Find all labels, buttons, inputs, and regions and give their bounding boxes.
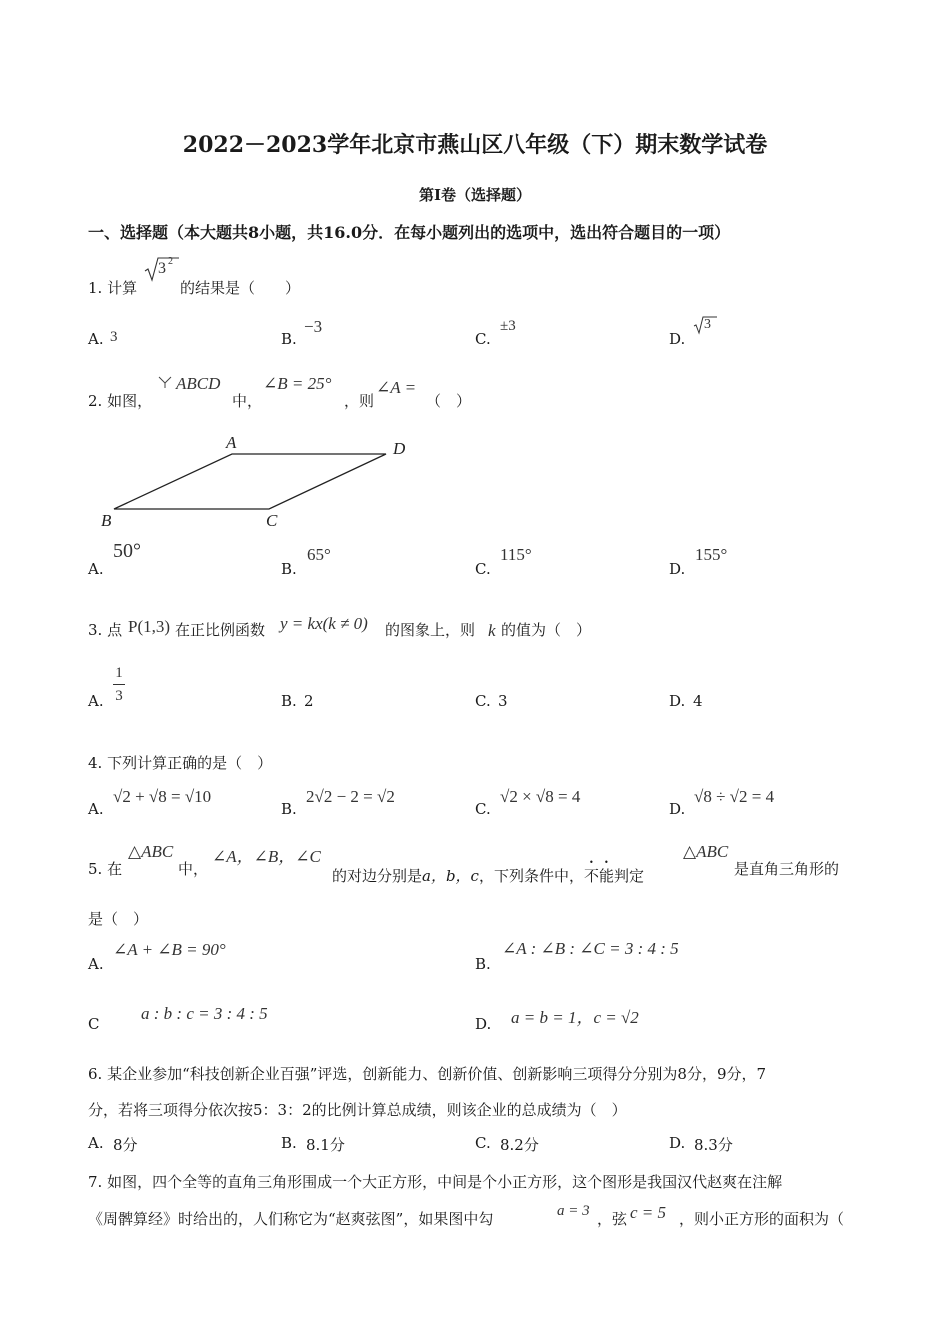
q7-line2b: ，弦 (597, 1210, 628, 1228)
q3-option-c: 3 (498, 692, 508, 710)
q5-option-a: ∠A + ∠B = 90° (113, 940, 226, 959)
fraction-denominator: 3 (115, 688, 123, 704)
exam-title: 2022－2023学年北京市燕山区八年级（下）期末数学试卷 (182, 132, 768, 158)
q2-option-a: 50° (113, 540, 141, 562)
q1-number: 1. (88, 279, 103, 297)
q2-pre: 如图， (107, 392, 153, 410)
q3-mid2: 的图象上，则 (385, 621, 476, 639)
q1-option-a-label: A. (88, 330, 104, 348)
q5-option-b-label: B. (475, 955, 491, 973)
q4-option-d-label: D. (669, 800, 686, 818)
q2-number: 2. (88, 392, 103, 410)
q7-line2a: 《周髀算经》时给出的，人们称它为“赵爽弦图”，如果图中勾 (88, 1210, 494, 1228)
q3-mid: 在正比例函数 (175, 621, 266, 639)
q1-option-d: 3 (693, 314, 719, 336)
q3-option-c-label: C. (475, 692, 491, 710)
vertex-label-b: B (101, 511, 112, 530)
q6-option-c: 8.2分 (500, 1136, 539, 1154)
fraction-numerator: 1 (115, 665, 123, 681)
q5-number: 5. (88, 860, 103, 878)
q4-number: 4. (88, 754, 103, 772)
q2-option-a-label: A. (88, 560, 104, 578)
q2-option-d: 155° (695, 545, 728, 564)
q5-mid2: 的对边分别是 (332, 867, 423, 885)
q1-post: 的结果是（ ） (180, 279, 301, 297)
q1-option-b-label: B. (281, 330, 297, 348)
q2-angle-b: ∠B = 25° (263, 374, 332, 393)
q3-k: k (488, 621, 496, 640)
q2-option-c: 115° (500, 545, 532, 564)
q4-option-a-label: A. (88, 800, 104, 818)
q2-angle-a: ∠A = (376, 378, 417, 397)
q4-stem: 下列计算正确的是（ ） (107, 754, 273, 772)
q2-post: （ ） (426, 392, 472, 410)
q1-option-c: ±3 (500, 318, 516, 334)
q6-option-d: 8.3分 (694, 1136, 733, 1154)
q4-option-c-label: C. (475, 800, 491, 818)
q5-triangle: △ABC (128, 842, 174, 861)
q3-option-d: 4 (693, 692, 703, 710)
q3-option-b: 2 (304, 692, 314, 710)
q5-option-d: a = b = 1，c = √2 (511, 1008, 639, 1027)
q4-option-b-label: B. (281, 800, 297, 818)
q7-number: 7. (88, 1173, 103, 1191)
section-heading: 一、选择题（本大题共8小题，共16.0分．在每小题列出的选项中，选出符合题目的一项） (88, 223, 731, 242)
q2-option-d-label: D. (669, 560, 686, 578)
q4-option-b: 2√2 − 2 = √2 (306, 787, 395, 806)
q6-option-a: 8分 (113, 1136, 138, 1154)
q5-option-d-label: D. (475, 1015, 492, 1033)
q5-option-a-label: A. (88, 955, 104, 973)
part-title: 第I卷（选择题） (418, 186, 532, 204)
q5-mid: 中， (178, 860, 209, 878)
q5-angles: ∠A，∠B，∠C (212, 847, 321, 866)
q5-sides: a，b，c (422, 867, 479, 885)
vertex-label-c: C (266, 511, 278, 530)
q2-option-c-label: C. (475, 560, 491, 578)
q6-line2: 分，若将三项得分依次按5：3：2的比例计算总成绩，则该企业的总成绩为（ ） (88, 1101, 627, 1119)
q7-a-value: a = 3 (557, 1203, 590, 1219)
q5-triangle-2: △ABC (683, 842, 729, 861)
q2-mid2: ，则 (344, 392, 375, 410)
q2-mid: 中， (232, 392, 263, 410)
q7-line2c: ，则小正方形的面积为（ (679, 1210, 845, 1228)
q2-shape-name: ABCD (176, 374, 221, 393)
q5-mid3: ，下列条件中， (478, 867, 584, 885)
q5-post: 是直角三角形的 (734, 860, 840, 878)
q3-option-a-label: A. (88, 692, 104, 710)
q5-line2: 是（ ） (88, 910, 149, 928)
q5-option-b: ∠A : ∠B : ∠C = 3 : 4 : 5 (502, 939, 679, 958)
q1-option-a: 3 (110, 329, 118, 345)
q5-mid4: 判定 (614, 867, 645, 885)
q2-option-b-label: B. (281, 560, 297, 578)
q3-post: 的值为（ ） (501, 621, 592, 639)
vertex-label-a: A (226, 433, 237, 452)
q7-c-value: c = 5 (630, 1203, 667, 1222)
q6-option-c-label: C. (475, 1134, 491, 1152)
q5-option-c: a : b : c = 3 : 4 : 5 (141, 1004, 268, 1023)
q6-number: 6. (88, 1065, 103, 1083)
q3-option-d-label: D. (669, 692, 686, 710)
q3-point: P(1,3) (128, 617, 171, 636)
q3-number: 3. (88, 621, 103, 639)
q4-option-d: √8 ÷ √2 = 4 (694, 787, 775, 806)
q1-sqrt-expression: 3 2 (144, 256, 180, 282)
q7-line1: 如图，四个全等的直角三角形围成一个大正方形，中间是个小正方形，这个图形是我国汉代赵爽在注解 (107, 1173, 783, 1191)
q1-option-d-label: D. (669, 330, 686, 348)
q3-function: y = kx(k ≠ 0) (280, 614, 368, 633)
q6-option-d-label: D. (669, 1134, 686, 1152)
q6-line1: 某企业参加“科技创新企业百强”评选，创新能力、创新价值、创新影响三项得分分别为8分，9分，7 (107, 1065, 767, 1083)
vertex-label-d: D (393, 439, 406, 458)
parallelogram-outline (114, 454, 386, 509)
q4-option-c: √2 × √8 = 4 (500, 787, 581, 806)
fraction-bar (113, 684, 125, 685)
q5-negation: 不能 (583, 867, 614, 885)
q3-option-b-label: B. (281, 692, 297, 710)
q6-option-b-label: B. (281, 1134, 297, 1152)
q1-option-c-label: C. (475, 330, 491, 348)
q5-pre: 在 (107, 860, 123, 878)
q1-option-b: −3 (304, 317, 323, 336)
parallelogram-symbol-icon (158, 376, 174, 388)
q3-pre: 点 (107, 621, 123, 639)
q1-pre: 计算 (107, 279, 138, 297)
parallelogram-figure (95, 428, 415, 538)
q5-option-c-label: C (88, 1015, 100, 1033)
q3-option-a-fraction (112, 663, 126, 711)
q2-option-b: 65° (307, 545, 331, 564)
q4-option-a: √2 + √8 = √10 (113, 787, 212, 806)
q6-option-a-label: A. (88, 1134, 104, 1152)
q6-option-b: 8.1分 (306, 1136, 345, 1154)
